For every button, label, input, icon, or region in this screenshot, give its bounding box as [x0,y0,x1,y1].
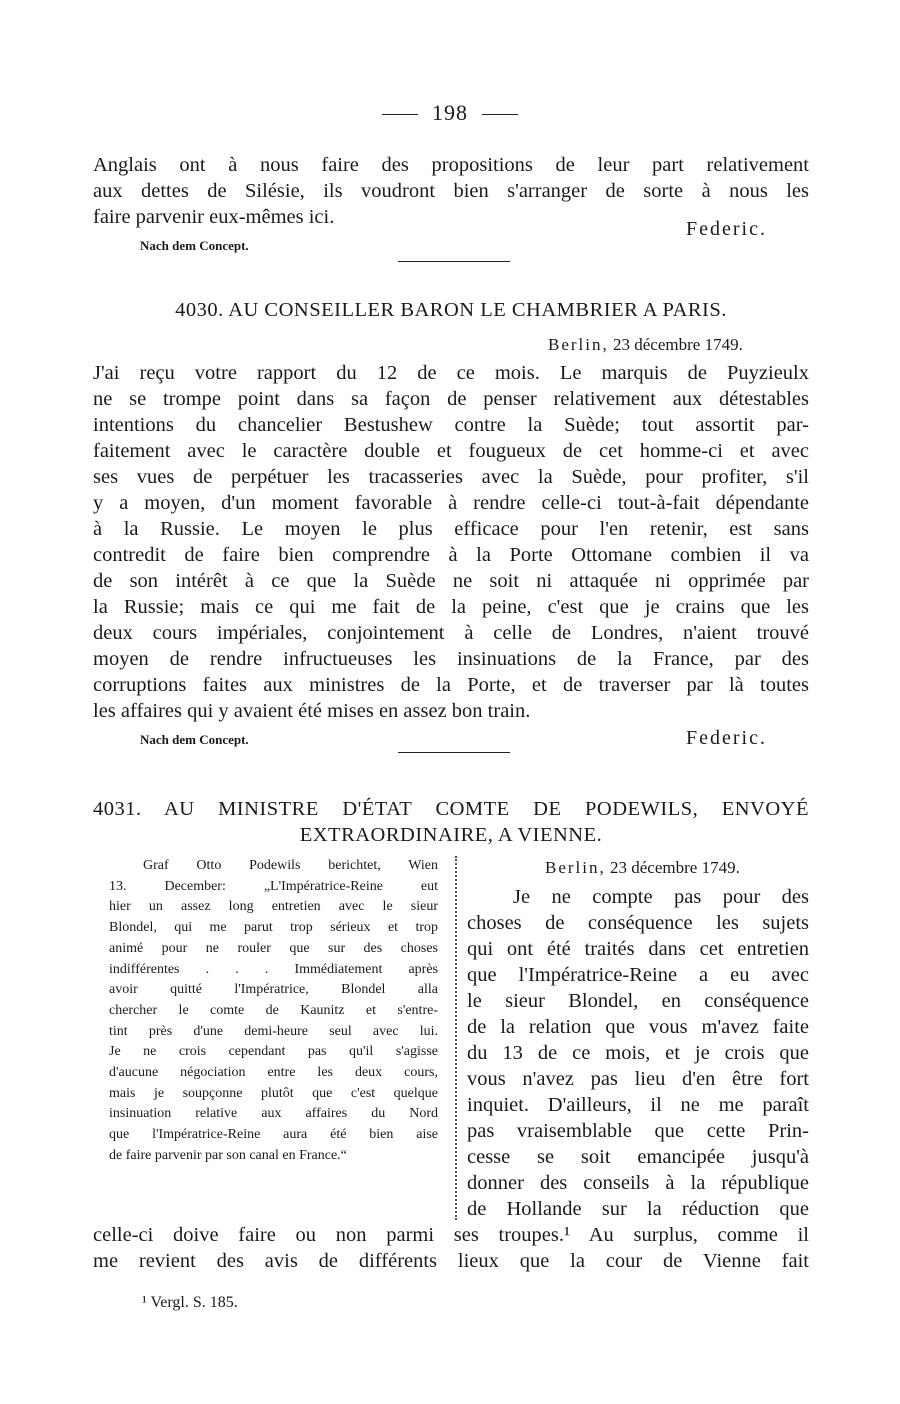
letter-heading-4030: 4030. AU CONSEILLER BARON LE CHAMBRIER A PARIS. [175,299,727,321]
text-line: avoir quitté l'Impératrice, Blondel alla [109,982,438,998]
text-line: Graf Otto Podewils berichtet, Wien [143,858,438,873]
text-line: y a moyen, d'un moment favorable à rendre celle-ci tout-à-fait dépendante [93,492,809,514]
signature: Federic. [686,218,767,240]
text-line: de Hollande sur la réduction que [467,1198,809,1220]
dash-left [382,114,418,115]
text-line: la Russie; mais ce qui me fait de la peine, c'est que je crains que les [93,596,809,618]
column-divider [455,856,457,1220]
text-line: que l'Impératrice-Reine aura été bien aise [109,1127,438,1143]
date-place: Berlin, [545,858,606,877]
text-line: celle-ci doive faire ou non parmi ses troupes.¹ Au surplus, comme il [93,1224,809,1246]
date-place: Berlin, [548,335,609,354]
text-line: de la relation que vous m'avez faite [467,1016,809,1038]
text-line: à la Russie. Le moyen le plus efficace pour l'en retenir, est sans [93,518,809,540]
text-line: du 13 de ce mois, et je crois que [467,1042,809,1064]
source-note: Nach dem Concept. [140,238,249,253]
text-line: moyen de rendre infructueuses les insinuations de la France, par des [93,648,809,670]
heading-line: 4031. AU MINISTRE D'ÉTAT COMTE DE PODEWILS, ENVOYÉ [93,798,809,820]
text-line: insinuation relative aux affaires du Nord [109,1106,438,1122]
text-line: chercher le comte de Kaunitz et s'entre- [109,1002,438,1018]
text-line: Je ne compte pas pour des [513,886,809,908]
text-line: que l'Impératrice-Reine a eu avec [467,964,809,986]
text-line: ne se trompe point dans sa façon de penser relativement aux détestables [93,388,809,410]
text-line: faitement avec le caractère double et fougueux de cet homme-ci et avec [93,440,809,462]
text-line: intentions du chancelier Bestushew contre la Suède; tout assortit par- [93,414,809,436]
source-note: Nach dem Concept. [140,732,249,747]
text-line: vous n'avez pas lieu d'en être fort [467,1068,809,1090]
letter-body-4031-full [93,1222,809,1274]
page-number [0,100,900,126]
text-line: hier un assez long entretien avec le sieur [109,899,438,915]
text-line: inquiet. D'ailleurs, il ne me paraît [467,1094,809,1116]
text-line: Anglais ont à nous faire des propositions de leur part relativement [93,154,809,176]
text-line: cesse se soit emancipée jusqu'à [467,1146,809,1168]
text-line: pas vraisemblable que cette Prin- [467,1120,809,1142]
text-line: me revient des avis de différents lieux que la cour de Vienne fait [93,1250,809,1272]
text-line: aux dettes de Silésie, ils voudront bien s'arranger de sorte à nous les [93,180,809,202]
dash-right [482,114,518,115]
letter-body-4030 [93,360,809,724]
text-line: qui ont été traités dans cet entretien [467,938,809,960]
date-text: 23 décembre 1749. [610,858,740,877]
text-line: Blondel, qui me parut trop sérieux et trop [109,920,438,936]
text-line: d'aucune négociation entre les deux cours, [109,1065,438,1081]
page-number-text: 198 [432,100,468,125]
text-line: J'ai reçu votre rapport du 12 de ce mois. Le marquis de Puyzieulx [93,362,809,384]
heading-line: EXTRAORDINAIRE, A VIENNE. [299,824,603,846]
text-line: tint près d'une demi-heure seul avec lui. [109,1023,438,1039]
text-line: deux cours impériales, conjointement à celle de Londres, n'aient trouvé [93,622,809,644]
text-line: donner des conseils à la république [467,1172,809,1194]
text-line: 13. December: „L'Impératrice-Reine eut [109,878,438,894]
text-line: ses vues de perpétuer les tracasseries avec la Suède, pour profiter, s'il [93,466,809,488]
text-line: les affaires qui y avaient été mises en assez bon train. [93,700,531,722]
footnote: ¹ Vergl. S. 185. [142,1294,238,1311]
text-line: Je ne crois cependant pas qu'il s'agisse [109,1044,438,1060]
separator-rule [398,752,510,753]
text-line: faire parvenir eux-mêmes ici. [93,206,335,228]
letter-body-4031-column [467,884,809,1222]
dateline-4030 [548,335,743,355]
text-line: choses de conséquence les sujets [467,912,809,934]
dateline-4031 [545,858,740,878]
text-line: indifférentes . . . Immédiatement après [109,961,438,977]
text-line: de son intérêt à ce que la Suède ne soit ni attaquée ni opprimée par [93,570,809,592]
report-summary [109,856,438,1167]
text-line: mais je soupçonne plutôt que c'est quelque [109,1085,438,1101]
text-line: le sieur Blondel, en conséquence [467,990,809,1012]
letter-heading-4031 [93,796,809,848]
text-line: contredit de faire bien comprendre à la Porte Ottomane combien il va [93,544,809,566]
text-line: corruptions faites aux ministres de la Porte, et de traverser par là toutes [93,674,809,696]
date-text: 23 décembre 1749. [613,335,743,354]
separator-rule [398,261,510,262]
signature: Federic. [686,727,767,749]
text-line: animé pour ne rouler que sur des choses [109,940,438,956]
text-line: de faire parvenir par son canal en France.“ [109,1147,347,1163]
